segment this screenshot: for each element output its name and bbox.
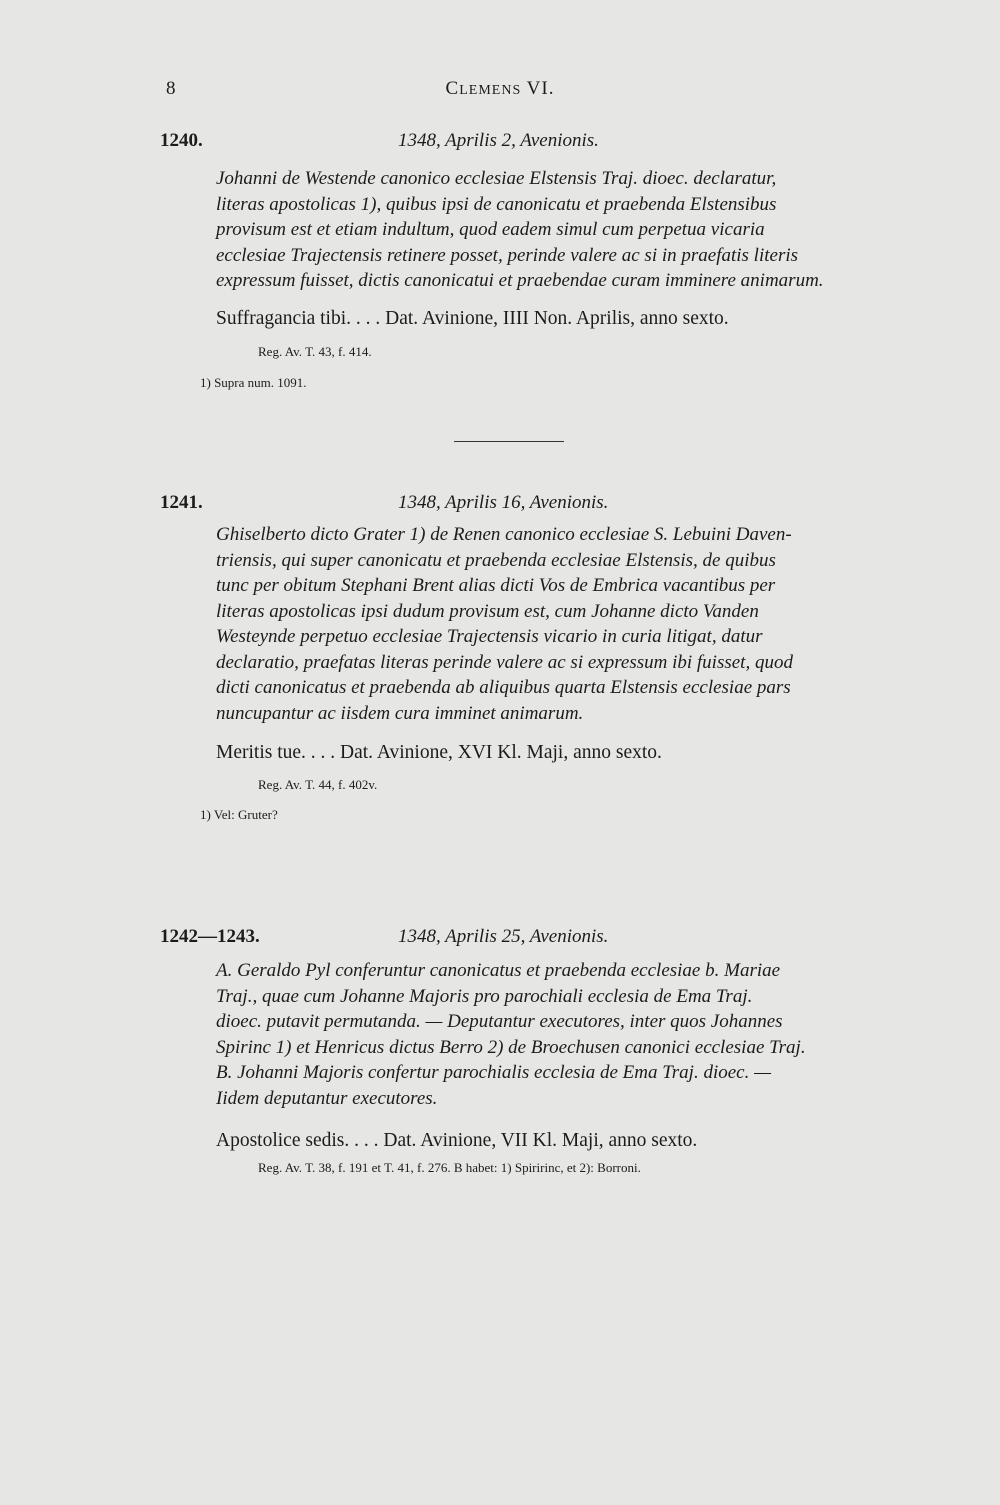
register-reference: Reg. Av. T. 44, f. 402v. — [258, 777, 378, 792]
body-line: Iidem deputantur executores. — [216, 1087, 438, 1109]
body-line: Ghiselberto dicto Grater 1) de Renen canonico ecclesiae S. Lebuini Daven- — [216, 524, 792, 545]
body-line: literas apostolicas ipsi dudum provisum est, cum Johanne dicto Vanden — [216, 600, 759, 622]
register-reference: Reg. Av. T. 38, f. 191 et T. 41, f. 276. B habet: 1) Spiririnc, et 2): Borroni. — [258, 1160, 641, 1175]
entry-closing: Apostolice sedis. . . . Dat. Avinione, VII Kl. Maji, anno sexto. — [216, 1130, 698, 1151]
register-reference: Reg. Av. T. 43, f. 414. — [258, 344, 372, 359]
entry-date: 1348, Aprilis 2, Avenionis. — [398, 130, 599, 151]
footnote: 1) Vel: Gruter? — [200, 807, 278, 822]
entry-number: 1240. — [160, 130, 203, 151]
running-head-initial: C — [445, 78, 460, 99]
running-head-smallcaps: LEMENS — [459, 83, 522, 98]
entry-body — [216, 166, 876, 294]
body-line: dioec. putavit permutanda. — Deputantur executores, inter quos Johannes — [216, 1011, 783, 1032]
footnote: 1) Supra num. 1091. — [200, 375, 307, 390]
running-head — [0, 78, 1000, 100]
body-line: literas apostolicas 1), quibus ipsi de canonicatu et praebenda Elstensibus — [216, 193, 777, 215]
body-line: nuncupantur ac iisdem cura imminet animarum. — [216, 702, 584, 724]
entry-closing: Meritis tue. . . . Dat. Avinione, XVI Kl. Maji, anno sexto. — [216, 742, 662, 763]
body-line: declaratio, praefatas literas perinde valere ac si expressum ibi fuisset, quod — [216, 651, 793, 673]
body-line: triensis, qui super canonicatu et praebenda ecclesiae Elstensis, de quibus — [216, 549, 776, 571]
entry-body — [216, 958, 876, 1111]
body-line: tunc per obitum Stephani Brent alias dicti Vos de Embrica vacantibus per — [216, 575, 776, 596]
entry-body — [216, 522, 876, 726]
running-head-numeral: VI. — [521, 78, 555, 99]
section-divider — [454, 441, 564, 442]
body-line: dicti canonicatus et praebenda ab aliquibus quarta Elstensis ecclesiae pars — [216, 677, 791, 698]
page-number: 8 — [166, 78, 176, 99]
entry-date: 1348, Aprilis 16, Avenionis. — [398, 492, 609, 513]
body-line: Spirinc 1) et Henricus dictus Berro 2) de Broechusen canonici ecclesiae Traj. — [216, 1036, 806, 1058]
body-line: Traj., quae cum Johanne Majoris pro parochiali ecclesia de Ema Traj. — [216, 985, 753, 1007]
entry-date: 1348, Aprilis 25, Avenionis. — [398, 926, 609, 947]
body-line: Johanni de Westende canonico ecclesiae Elstensis Traj. dioec. declaratur, — [216, 168, 777, 189]
body-line: A. Geraldo Pyl conferuntur canonicatus et praebenda ecclesiae b. Mariae — [216, 960, 781, 981]
entry-number: 1241. — [160, 492, 203, 513]
body-line: ecclesiae Trajectensis retinere posset, perinde valere ac si in praefatis literis — [216, 244, 799, 266]
body-line: provisum est et etiam indultum, quod eadem simul cum perpetua vicaria — [216, 219, 765, 240]
entry-closing: Suffragancia tibi. . . . Dat. Avinione, IIII Non. Aprilis, anno sexto. — [216, 308, 729, 329]
page-header — [0, 78, 1000, 102]
body-line: expressum fuisset, dictis canonicatui et praebendae curam imminere animarum. — [216, 270, 824, 291]
entry-number: 1242—1243. — [160, 926, 260, 947]
body-line: Westeynde perpetuo ecclesiae Trajectensis vicario in curia litigat, datur — [216, 626, 763, 647]
body-line: B. Johanni Majoris confertur parochialis ecclesia de Ema Traj. dioec. — — [216, 1062, 771, 1083]
